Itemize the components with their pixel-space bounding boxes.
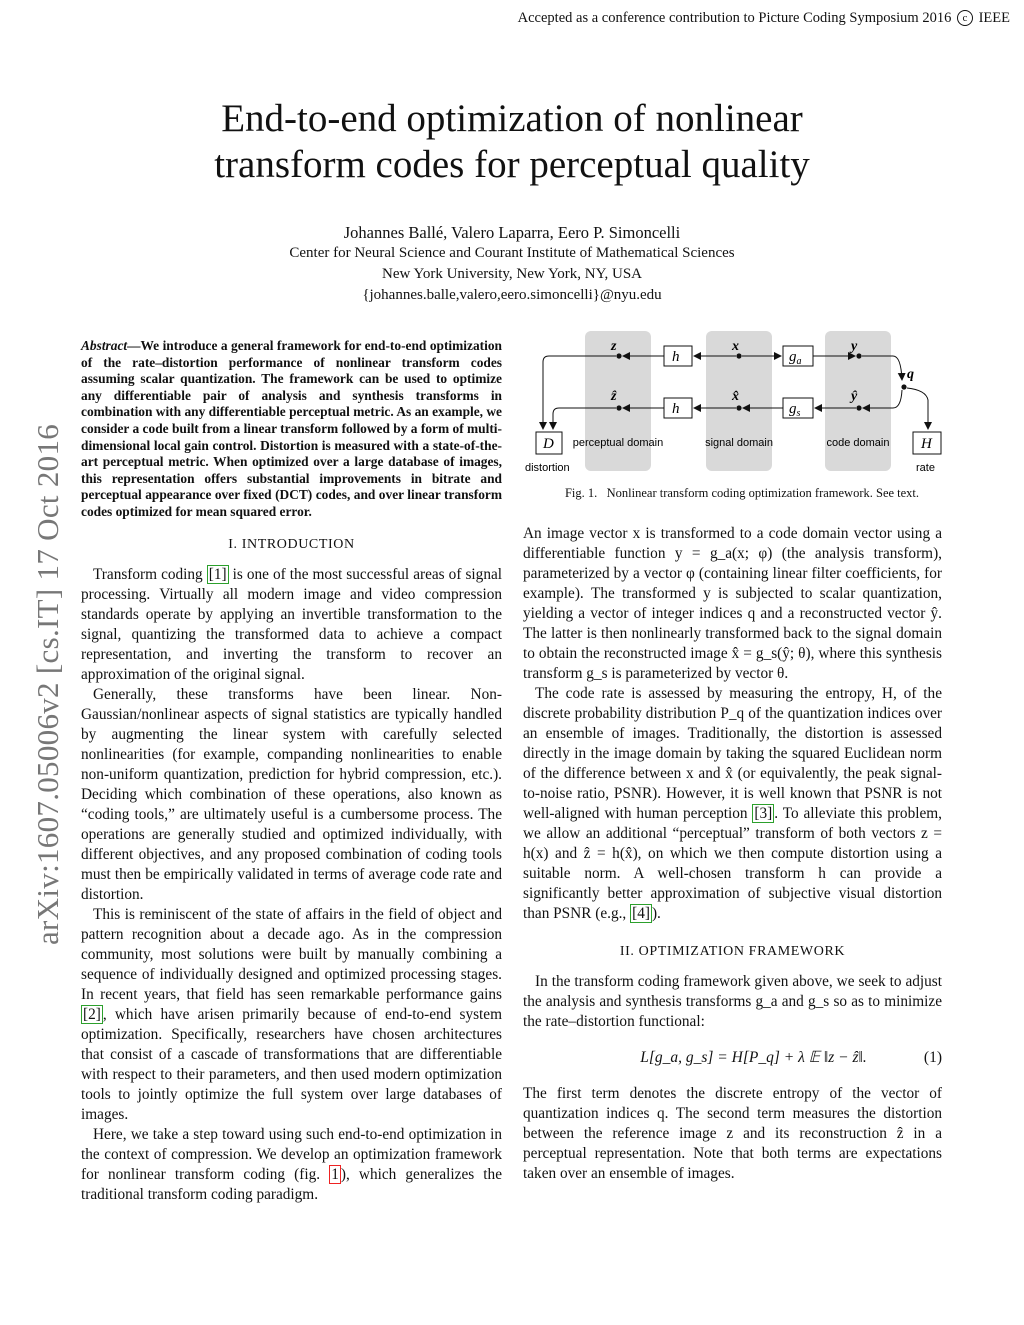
- var-xhat: x̂: [732, 389, 739, 404]
- code-domain-label: [827, 437, 890, 449]
- signal-domain-text: signal domain: [705, 437, 773, 449]
- node-x: [736, 353, 741, 358]
- right-column: [523, 524, 942, 1184]
- h-label-bottom: h: [672, 401, 680, 417]
- right-paragraph-3: In the transform coding framework given above, we seek to adjust the analysis and synthesis transforms g_a and g_s so as to minimize the rate–distortion functional:: [523, 973, 942, 1030]
- node-z: [616, 353, 621, 358]
- abstract: Abstract—We introduce a general framework for end-to-end optimization of the rate–distortion performance of nonlinear transform codes assuming scalar quantization. The framework can be used to optimize any differentiable pair of analysis and synthesis transforms in combination with any differentiable perceptual metric. As an example, we consider a code built from a linear transform followed by a form of multi-dimensional local gain control. Distortion is measured with a state-of-the-art perceptual metric. When optimized over a large database of images, this representation offers substantial improvements in bitrate and perceptual appearance over fixed (DCT) codes, and over linear transform codes optimized for mean squared error.: [81, 338, 502, 519]
- ga-label: $g_a$: [789, 349, 802, 367]
- code-domain-text: code domain: [826, 437, 890, 449]
- copyright-icon: c: [957, 10, 973, 26]
- signal-domain-label: [705, 437, 773, 449]
- node-y: [856, 353, 861, 358]
- equation-1: [523, 1048, 942, 1068]
- d-caption: distortion: [525, 462, 570, 474]
- var-q: q: [907, 367, 914, 382]
- node-q: [901, 384, 906, 389]
- conference-note: Accepted as a conference contribution to Picture Coding Symposium 2016 c IEEE: [517, 10, 1010, 26]
- section-heading-introduction: I. INTRODUCTION: [228, 536, 355, 552]
- perceptual-domain-label: [573, 437, 664, 449]
- framework-diagram: [521, 328, 951, 478]
- citation-link[interactable]: [3]: [754, 805, 773, 822]
- title-block: [0, 96, 1024, 306]
- citation-link[interactable]: [1]: [208, 565, 227, 583]
- right-paragraph-2: The code rate is assessed by measuring the entropy, H, of the discrete probability distribution P_q of the quantization indices over an ensemble of images. Traditionally, the distortion is assessed directly in the image domain by taking the squared Euclidean norm of the difference between x and x̂ (or equivalently, the peak signal-to-noise ratio, PSNR). However, it is well known that PSNR is not well-aligned with human perception [3] . To alleviate this problem, we allow an additional “perceptual” transform of both vectors z = h(x) and ẑ = h(x̂), on which we then compute distortion using a suitable norm. A well-chosen transform h can provide a significantly better approximation of subjective visual distortion than PSNR (e.g., [4] ).: [523, 685, 942, 922]
- affiliation-2: New York University, New York, NY, USA: [381, 266, 643, 282]
- var-yhat: ŷ: [851, 389, 858, 404]
- right-paragraph-4: The first term denotes the discrete entropy of the vector of quantization indices q. The second term measures the distortion between the reference image z and its reconstruction ẑ in a perceptual representation. Note that both terms are expectations taken over an ensemble of images.: [523, 1085, 942, 1182]
- node-xhat: [736, 405, 741, 410]
- left-column: [81, 338, 502, 1205]
- intro-paragraph-3: This is reminiscent of the state of affairs in the field of object and pattern recognition about a decade ago. As in the compression community, most solutions were built by manually combining a sequence of individually designed and optimized processing stages. In recent years, that field has seen remarkable performance gains [2] , which have arisen primarily because of end-to-end system optimization. Specifically, researchers have chosen architectures that consist of a cascade of transformations that are differentiable with respect to their parameters, and then used modern optimization tools to jointly optimize the full system over large databases of images.: [81, 905, 502, 1123]
- intro-paragraph-1: Transform coding [1] is one of the most successful areas of signal processing. Virtually all modern image and video compression standards operate by applying an invertible transformation to the signal, quantizing the transformed data to achieve a compact representation, and inverting the transform to recover an approximation of the original signal.: [81, 565, 503, 683]
- node-zhat: [616, 405, 621, 410]
- var-zhat: ẑ: [611, 389, 617, 404]
- section-heading-optimization: II. OPTIMIZATION FRAMEWORK: [619, 944, 846, 959]
- right-paragraph-1: An image vector x is transformed to a code domain vector using a differentiable function y = g_a(x; φ) (the analysis transform), parameterized by a vector φ (containing linear filter coefficients, for example). The transformed y is subjected to scalar quantization, yielding a vector of integer indices q and a reconstructed vector ŷ. The latter is then nonlinearly transformed back to the signal domain to obtain the reconstructed image x̂ = g_s(ŷ; θ), where this synthesis transform g_s is parameterized by vector θ.: [523, 525, 942, 682]
- node-yhat: [856, 405, 861, 410]
- gs-label: $g_s$: [789, 401, 801, 419]
- equation-body: L[g_a, g_s] = H[P_q] + λ 𝔼 ‖z − ẑ‖.: [640, 1049, 867, 1066]
- var-z: z: [611, 339, 617, 354]
- affiliation-1: Center for Neural Science and Courant Institute of Mathematical Sciences: [289, 245, 735, 261]
- arrow-q-to-h: [907, 388, 928, 429]
- paper-title: End-to-end optimization of nonlinear transform codes for perceptual quality: [214, 97, 810, 186]
- equation-number: (1): [923, 1049, 942, 1066]
- figure-link[interactable]: 1: [331, 1165, 339, 1183]
- perceptual-domain-box: [585, 331, 651, 471]
- author-email: {johannes.balle,valero,eero.simoncelli}@nyu.edu: [362, 287, 662, 303]
- intro-paragraph-4: Here, we take a step toward using such end-to-end optimization in the context of compression. We develop an optimization framework for nonlinear transform coding (fig. 1 ), which generalizes the traditional transform coding paradigm.: [81, 1125, 502, 1203]
- var-x: x: [732, 339, 739, 354]
- intro-paragraph-2: Generally, these transforms have been linear. Non-Gaussian/nonlinear aspects of signal statistics are typically handled by augmenting the linear system with carefully selected nonlinearities (for example, companding nonlinearities to enable non-uniform quantization, prediction for hybrid compression, etc.). Deciding which combination of these operations, also known as “coding tools,” are ultimately useful is a cumbersome process. The operations are generally studied and optimized individually, with different objectives, and any proposed combination of coding tools must then be empirically validated in terms of average code rate and distortion.: [81, 685, 502, 903]
- var-y: y: [851, 339, 858, 354]
- arxiv-identifier: arXiv:1607.05006v2 [cs.IT] 17 Oct 2016: [30, 423, 65, 945]
- authors: Johannes Ballé, Valero Laparra, Eero P. Simoncelli: [343, 223, 681, 242]
- h-rate-label: H: [921, 436, 932, 452]
- citation-link[interactable]: [2]: [83, 1005, 101, 1023]
- code-domain-box: [825, 331, 891, 471]
- h-label-top: h: [672, 349, 680, 365]
- h-rate-caption: rate: [916, 462, 935, 474]
- d-label: D: [543, 436, 554, 452]
- signal-domain-box: [706, 331, 772, 471]
- figure-caption: Fig. 1. Nonlinear transform coding optimization framework. See text.: [564, 486, 920, 500]
- citation-link[interactable]: [4]: [632, 905, 650, 922]
- perceptual-domain-text: perceptual domain: [572, 437, 664, 449]
